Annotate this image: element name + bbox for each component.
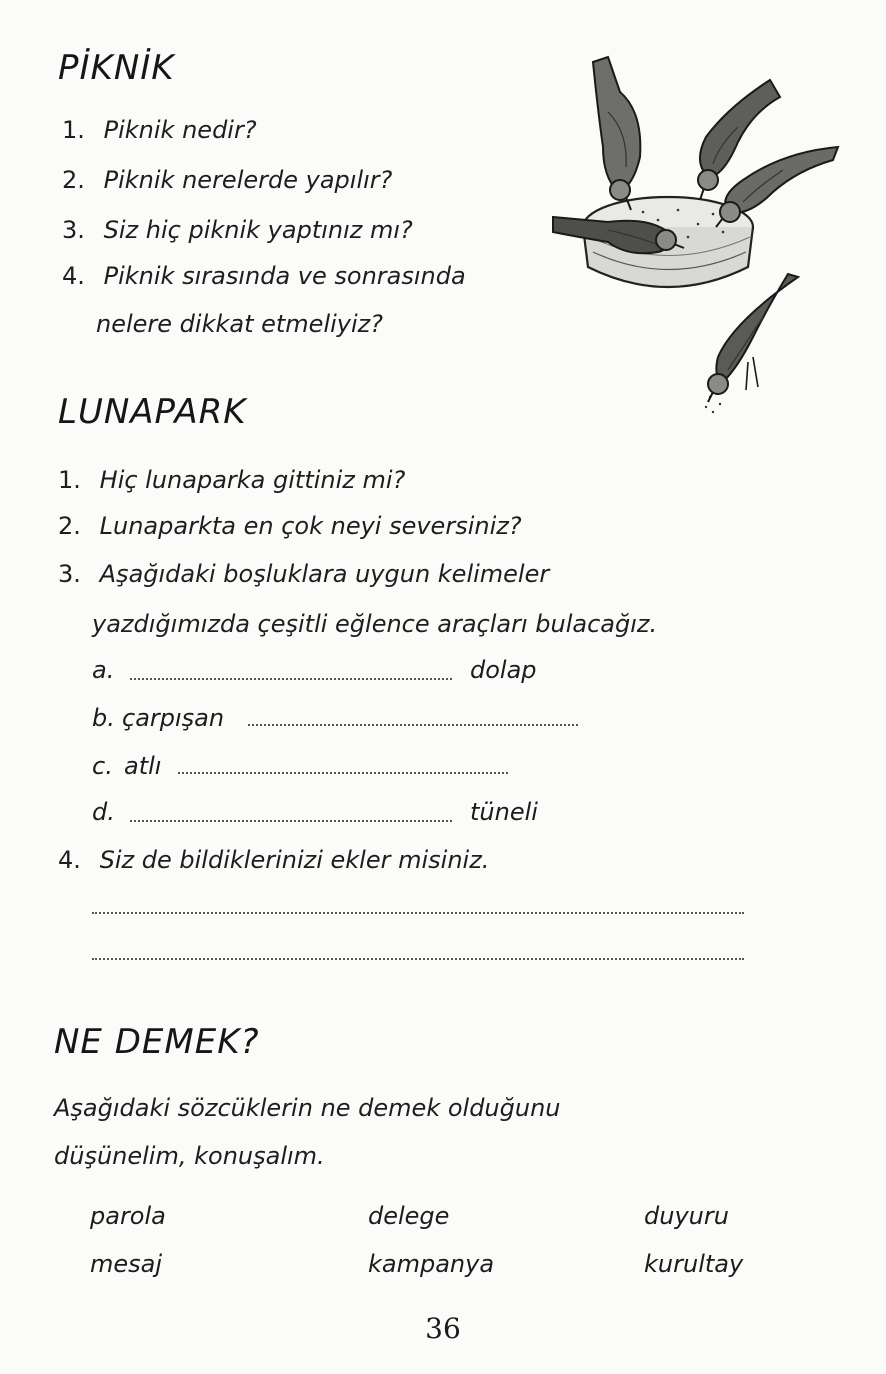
piknik-title: PİKNİK [58, 48, 175, 88]
bird-icon [593, 57, 640, 210]
piknik-question-2 [62, 166, 392, 194]
lunapark-question-3 [58, 560, 549, 588]
blank-c-before: atlı [124, 752, 162, 780]
blank-a-letter: a. [92, 656, 115, 684]
lunapark-question-3-continued: yazdığımızda çeşitli eğlence araçları bulacağız. [92, 610, 658, 638]
blank-d-letter: d. [92, 798, 115, 826]
nedemek-title: NE DEMEK? [54, 1022, 260, 1062]
question-text: Siz hiç piknik yaptınız mı? [103, 216, 413, 244]
question-text: Piknik sırasında ve sonrasında [103, 262, 466, 290]
vocab-word: kampanya [368, 1250, 495, 1278]
blank-b-letter: b. [92, 704, 115, 732]
lunapark-title: LUNAPARK [58, 392, 247, 432]
question-number: 3. [62, 216, 85, 244]
birds-bowl-illustration [548, 52, 848, 422]
question-number: 4. [58, 846, 81, 874]
nedemek-intro-line-1: Aşağıdaki sözcüklerin ne demek olduğunu [54, 1094, 561, 1122]
blank-b-line[interactable] [248, 724, 578, 726]
lunapark-question-2 [58, 512, 522, 540]
question-number: 3. [58, 560, 81, 588]
piknik-question-4-continued: nelere dikkat etmeliyiz? [96, 310, 383, 338]
piknik-question-3 [62, 216, 413, 244]
question-number: 1. [62, 116, 85, 144]
question-text: Lunaparkta en çok neyi seversiniz? [99, 512, 522, 540]
question-text: Piknik nedir? [103, 116, 257, 144]
vocab-word: delege [368, 1202, 450, 1230]
bird-icon [708, 274, 798, 402]
vocab-word: mesaj [90, 1250, 163, 1278]
lunapark-question-1 [58, 466, 405, 494]
question-text: Aşağıdaki boşluklara uygun kelimeler [99, 560, 550, 588]
question-number: 2. [58, 512, 81, 540]
question-text: Hiç lunaparka gittiniz mi? [99, 466, 406, 494]
page-number: 36 [425, 1312, 461, 1345]
blank-b-before: çarpışan [122, 704, 225, 732]
question-number: 1. [58, 466, 81, 494]
vocab-word: parola [90, 1202, 166, 1230]
nedemek-intro-line-2: düşünelim, konuşalım. [54, 1142, 325, 1170]
question-text: Piknik nerelerde yapılır? [103, 166, 393, 194]
vocab-word: duyuru [644, 1202, 729, 1230]
vocab-word: kurultay [644, 1250, 744, 1278]
piknik-question-1 [62, 116, 257, 144]
question-number: 4. [62, 262, 85, 290]
question-number: 2. [62, 166, 85, 194]
bird-icon [716, 147, 838, 227]
piknik-question-4 [62, 262, 466, 290]
lunapark-question-4 [58, 846, 489, 874]
answer-line-2[interactable] [92, 958, 744, 960]
blank-d-after: tüneli [470, 798, 538, 826]
blank-a-after: dolap [470, 656, 537, 684]
answer-line-1[interactable] [92, 912, 744, 914]
blank-c-line[interactable] [178, 772, 508, 774]
blank-a-line[interactable] [130, 678, 452, 680]
question-text: Siz de bildiklerinizi ekler misiniz. [99, 846, 490, 874]
blank-c-letter: c. [92, 752, 113, 780]
blank-d-line[interactable] [130, 820, 452, 822]
